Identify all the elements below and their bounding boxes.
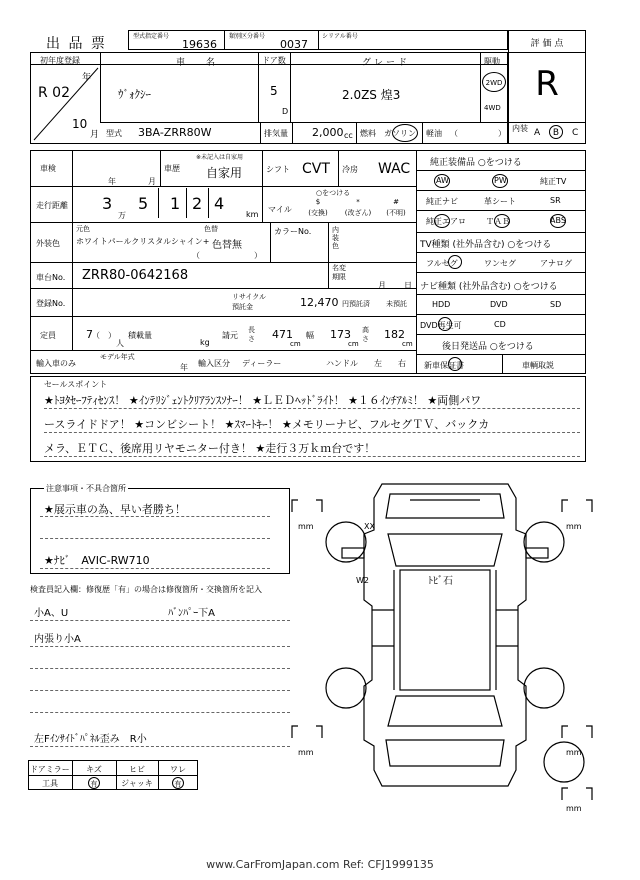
model-code: 3BA-ZRR80W [138, 126, 212, 139]
chassis-number: ZRR80-0642168 [82, 268, 189, 283]
mileage-unknown: (不明) [386, 209, 406, 217]
mileage-man: 万 [118, 211, 126, 220]
rating-label: 評 価 点 [530, 39, 564, 49]
divider [480, 52, 481, 122]
divider [508, 52, 586, 53]
inspector-label: 検査員記入欄：修復歴「有」の場合は修復箇所・交換箇所を記入 [30, 585, 262, 594]
footer-watermark: www.CarFromJapan.com Ref: CFJ1999135 [206, 858, 434, 871]
model-number-label: 型式指定番号 [133, 33, 170, 40]
divider [30, 288, 416, 289]
model-number: 19636 [182, 38, 217, 51]
legend-crack: ヒビ [129, 765, 145, 774]
legend-scratch: キズ [86, 765, 102, 774]
tv-analog: アナログ [540, 259, 572, 268]
dealer: ディーラー [242, 359, 282, 368]
divider [416, 150, 417, 374]
class-number: 0037 [280, 38, 308, 51]
mileage-digit-5: 4 [214, 194, 225, 213]
legend-jack-has: 有 [172, 777, 184, 789]
chassis-label: 車台No. [36, 273, 66, 282]
damage-xx: XX [364, 522, 375, 531]
shift-label: シフト [266, 165, 290, 174]
tv-oneseg: ワンセグ [484, 259, 516, 268]
divider [100, 122, 508, 123]
new-car-warranty: 新車保証書 [424, 361, 464, 370]
divider [416, 294, 586, 295]
divider [416, 354, 586, 355]
mileage-digit-4: 2 [192, 194, 203, 213]
tire-depth-fr: mm [566, 522, 582, 531]
divider [262, 186, 263, 222]
equip-abs: ABS [550, 216, 566, 225]
import-class-label: 輸入区分 [198, 359, 230, 368]
recycle-fee: 12,470 [300, 296, 339, 309]
recolor-label: 色替 [204, 225, 218, 233]
equip-pw: PW [494, 176, 507, 185]
equip-aero: 純正エアロ [426, 217, 466, 226]
color-no-label: カラーNo. [274, 227, 312, 236]
drive-2wd-circled: 2WD [482, 72, 506, 92]
divider [416, 314, 586, 315]
after-ship-label: 後日発送品 ○をつける [442, 342, 534, 352]
door-label: ドア数 [262, 56, 286, 65]
legend-tools: 工具 [42, 779, 58, 788]
usage-note: ※未記入は自家用 [196, 154, 244, 161]
divider [270, 222, 271, 262]
capacity-label: 定員 [40, 331, 56, 340]
divider [30, 186, 416, 187]
color-label: 外装色 [36, 239, 60, 248]
interior-label: 内装 [512, 124, 528, 133]
interior-b-circled: B [549, 125, 563, 139]
navi-dvd-playback: DVD再生可 [420, 321, 462, 330]
rating-value: R [535, 64, 559, 104]
tv-fullseg: フルセグ [426, 259, 458, 268]
inspector-line-6: 左Fｲﾝｻｲﾄﾞﾊﾟﾈﾙ歪み R小 [34, 734, 147, 745]
fuel-label: 燃料 [360, 129, 376, 138]
equip-tab: ＴＡＢ [486, 217, 510, 226]
legend-jack: ジャッキ [121, 779, 153, 788]
first-reg-year: R 02 [38, 85, 70, 101]
cc-label: cc [344, 131, 353, 140]
fuel-circle-mark [392, 124, 418, 142]
ac-label: 冷房 [342, 165, 358, 174]
divider [508, 122, 586, 123]
exterior-color: ホワイトパールクリスタルシャイン+ [76, 237, 210, 246]
grade-label: グレード [362, 58, 411, 68]
notes-label: 注意事項・不具合箇所 [46, 484, 126, 493]
claim-label: 請元 [222, 331, 238, 340]
height: 182 [384, 328, 405, 341]
tv-type-label: TV種類 (社外品含む) ○をつける [420, 240, 552, 250]
mileage-label: 走行距離 [36, 201, 68, 210]
grade: 2.0ZS 煌3 [342, 88, 401, 102]
sales-line-2: ースライドドア！ ★コンビシート！ ★ｽﾏｰﾄｷｰ！ ★メモリーナビ、フルセグＴＶ、バックカ [44, 418, 490, 431]
first-reg-month: 10 [72, 117, 88, 131]
recolor: 色替無 [212, 240, 242, 251]
equip-tv: 純正TV [540, 177, 567, 186]
divider [416, 190, 586, 191]
mileage-circle-note: ○をつける [316, 189, 351, 197]
serial-label: シリアル番号 [322, 33, 358, 40]
drive-label: 駆動 [484, 57, 500, 66]
capacity: 7 [86, 328, 93, 341]
model-label: 型式 [106, 129, 122, 138]
mileage-digit-1: 3 [102, 194, 113, 213]
mileage-km: km [246, 210, 259, 219]
height-label: 高さ [362, 326, 369, 343]
legend-door-mirror: ドアミラー [30, 765, 70, 774]
legend-break: ワレ [170, 765, 186, 774]
divider [292, 122, 293, 144]
handle-label: ハンドル [326, 359, 358, 368]
divider [356, 122, 357, 144]
legend-tools-has: 有 [88, 777, 100, 789]
equipment-label: 純正装備品 ○をつける [430, 158, 522, 168]
equip-navi: 純正ナビ [426, 197, 458, 206]
navi-hdd: HDD [432, 300, 451, 309]
inspection-year: 年 [108, 177, 116, 186]
divider [416, 210, 586, 211]
divider [416, 334, 586, 335]
navi-dvd: DVD [490, 300, 508, 309]
drive-4wd: 4WD [484, 104, 501, 112]
divider [30, 262, 416, 263]
damage-chip: ﾄﾋﾞ石 [428, 576, 453, 587]
equip-sr: SR [550, 196, 561, 205]
tire-depth-spare: mm [566, 804, 582, 813]
mileage-swapped: (交換) [308, 209, 328, 217]
divider [416, 170, 586, 171]
door-type: D [282, 107, 289, 116]
inspection-month: 月 [148, 177, 156, 186]
inspector-line-2: 内張り小A [34, 634, 81, 645]
divider [30, 350, 416, 351]
displacement: 2,000 [312, 126, 344, 139]
divider [338, 150, 339, 186]
sheet-title: 出 品 票 [46, 36, 107, 52]
mileage-digit-3: 1 [170, 194, 181, 213]
divider [328, 222, 329, 262]
load-label: 積載量 [128, 331, 152, 340]
divider [328, 262, 329, 288]
mileage-tampered: (改ざん) [344, 209, 372, 217]
interior-c: C [572, 128, 579, 138]
navi-sd: SD [550, 300, 562, 309]
displacement-label: 排気量 [264, 129, 288, 138]
import-label: 輸入車のみ [36, 359, 76, 368]
car-damage-diagram [290, 470, 610, 810]
divider [318, 30, 319, 50]
divider [290, 52, 291, 122]
width-label: 幅 [306, 331, 314, 340]
divider [30, 222, 416, 223]
fuel-gasoline-circled: ガソリン [384, 129, 416, 138]
interior-color-label: 内装色 [332, 226, 339, 250]
tire-depth-rl: mm [298, 748, 314, 757]
manual: 車輌取説 [522, 361, 554, 370]
class-number-label: 類別区分番号 [229, 33, 266, 40]
divider [30, 316, 416, 317]
name-change-label: 名変期限 [332, 264, 346, 281]
note-line-1: ★展示車の為、早い者勝ち！ [44, 503, 186, 516]
divider [416, 272, 586, 273]
handle-right: 右 [398, 359, 406, 368]
sales-line-3: メラ、ＥＴＣ、後席用リヤモニター付き！ ★走行３万ｋｍ台です！ [44, 442, 376, 455]
divider [262, 150, 263, 186]
door-count: 5 [270, 84, 278, 98]
car-name: ｳﾞｫｸｼｰ [118, 88, 151, 101]
usage-label: 車歴 [164, 164, 180, 173]
model-year-label: モデル年式 [100, 353, 135, 361]
divider [224, 30, 225, 50]
inspector-line-1: 小A、U ﾊﾞﾝﾊﾟｰ下A [34, 608, 216, 619]
divider [422, 122, 423, 144]
equip-aw: AW [436, 176, 449, 185]
length: 471 [272, 328, 293, 341]
navi-cd: CD [494, 320, 506, 329]
first-reg-label: 初年度登録 [40, 56, 80, 65]
not-deposited: 未預託 [386, 300, 407, 308]
recycle-sub: 預託金 [232, 303, 253, 311]
usage: 自家用 [206, 166, 243, 180]
handle-left: 左 [374, 359, 382, 368]
recycle-label: リサイクル [232, 293, 267, 301]
sales-line-1: ★ﾄﾖﾀｾｰﾌﾃｨｾﾝｽ！ ★ｲﾝﾃﾘｼﾞｪﾝﾄｸﾘｱﾗﾝｽｿﾅｰ！ ★ＬＥＤﾍｯﾄﾞﾗｲﾄ！ ★１６ｲﾝﾁｱﾙﾐ！ ★両側パワ [44, 394, 482, 407]
registration-label: 登録No. [36, 299, 66, 308]
equip-leather: 革シート [484, 197, 516, 206]
tire-depth-rr: mm [566, 748, 582, 757]
divider [416, 232, 586, 233]
length-label: 長さ [248, 326, 255, 343]
divider [160, 150, 161, 186]
inspection-label: 車検 [40, 164, 56, 173]
mileage-mile: マイル [268, 205, 292, 214]
car-name-label: 車 名 [176, 58, 222, 68]
divider [72, 150, 73, 350]
note-line-3: ★ﾅﾋﾞ AVIC-RW710 [44, 554, 150, 567]
width: 173 [330, 328, 351, 341]
shift: CVT [302, 161, 330, 177]
divider [258, 52, 259, 122]
ac: WAC [378, 161, 411, 177]
orig-color-label: 元色 [76, 225, 90, 233]
navi-type-label: ナビ種類 (社外品含む) ○をつける [420, 282, 558, 292]
divider [416, 252, 586, 253]
divider [260, 122, 261, 144]
recycle-deposited: 円預託済 [342, 300, 370, 308]
damage-w2: W2 [356, 576, 369, 585]
divider [100, 52, 101, 122]
diesel-label: 軽油 [426, 129, 442, 138]
mileage-digit-2: 5 [138, 194, 149, 213]
year-label: 年 [82, 73, 92, 83]
interior-a: A [534, 128, 541, 138]
divider [502, 354, 503, 374]
tire-depth-fl: mm [298, 522, 314, 531]
sales-label: セールスポイント [44, 380, 108, 389]
month-label: 月 [90, 130, 100, 140]
